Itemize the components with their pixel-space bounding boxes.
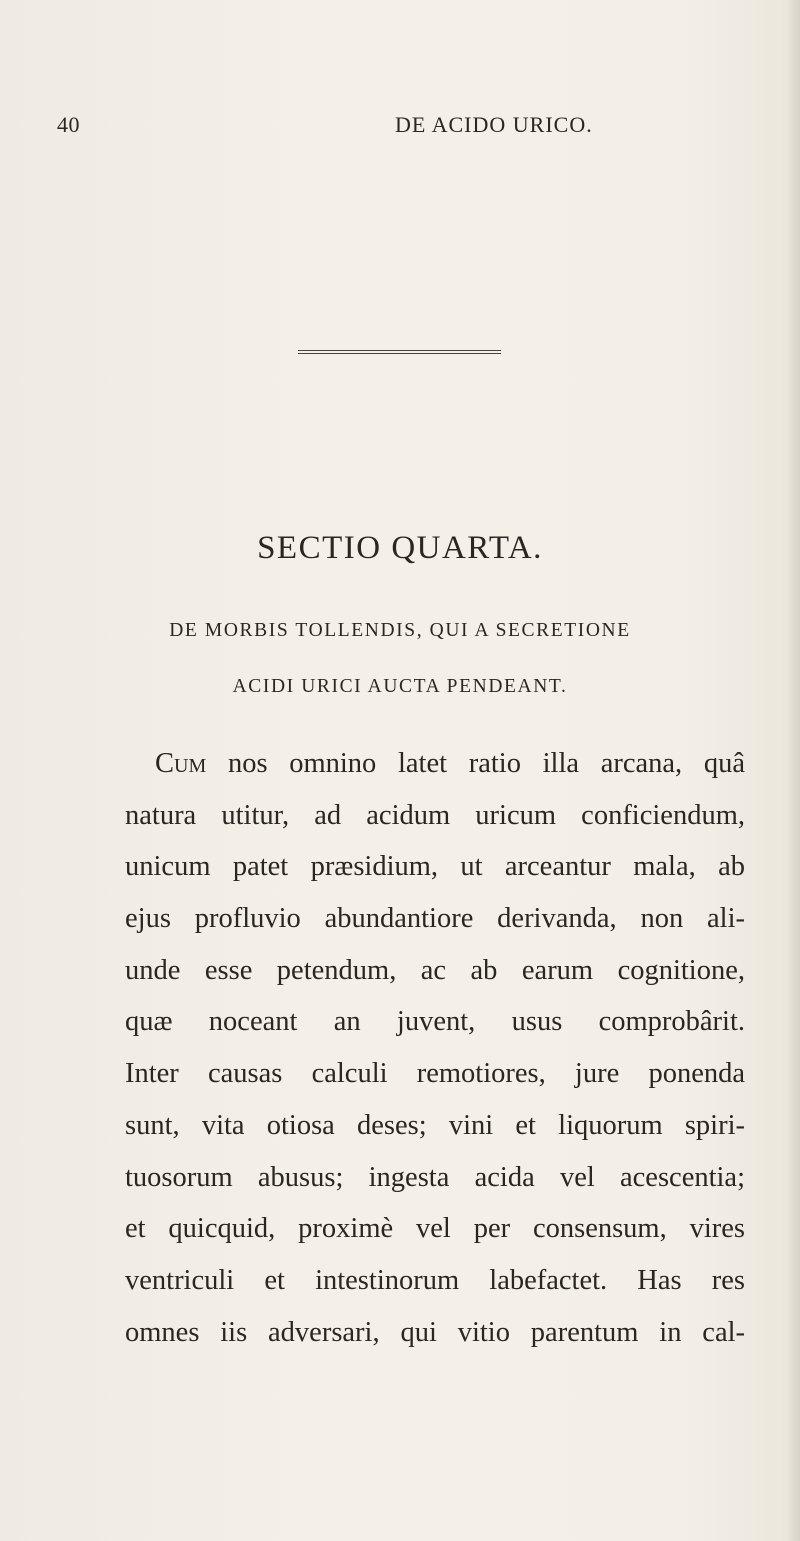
text-line — [125, 738, 745, 790]
section-divider-rule — [298, 350, 501, 354]
text-line: quæ noceant an juvent, usus comprobârit. — [125, 1006, 745, 1038]
text-line: et quicquid, proximè vel per consensum, vires — [125, 1213, 745, 1245]
text-line: tuosorum abusus; ingesta acida vel acescentia; — [125, 1161, 745, 1193]
section-subtitle-line-2: ACIDI URICI AUCTA PENDEANT. — [232, 676, 568, 697]
text-line-content: nos omnino latet ratio illa arcana, quâ — [227, 748, 745, 779]
page-edge-shadow — [786, 0, 800, 1541]
page-header — [57, 112, 757, 142]
opening-word: Cum — [155, 748, 207, 779]
text-line: omnes iis adversari, qui vitio parentum in cal- — [125, 1316, 745, 1348]
page-number: 40 — [57, 112, 80, 137]
section-title: SECTIO QUARTA. — [257, 530, 543, 566]
text-line: unde esse petendum, ac ab earum cognitione, — [125, 954, 745, 986]
text-line: natura utitur, ad acidum uricum conficiendum, — [125, 799, 745, 831]
text-line: unicum patet præsidium, ut arceantur mala, ab — [125, 851, 745, 883]
text-line: Inter causas calculi remotiores, jure ponenda — [125, 1058, 745, 1090]
body-paragraph — [125, 738, 745, 1358]
text-line: ventriculi et intestinorum labefactet. Has res — [125, 1264, 745, 1296]
text-line: sunt, vita otiosa deses; vini et liquorum spiri- — [125, 1109, 745, 1141]
running-head: DE ACIDO URICO. — [395, 112, 593, 137]
section-subtitle-line-1: DE MORBIS TOLLENDIS, QUI A SECRETIONE — [169, 620, 631, 641]
text-line: ejus profluvio abundantiore derivanda, non ali- — [125, 903, 745, 935]
